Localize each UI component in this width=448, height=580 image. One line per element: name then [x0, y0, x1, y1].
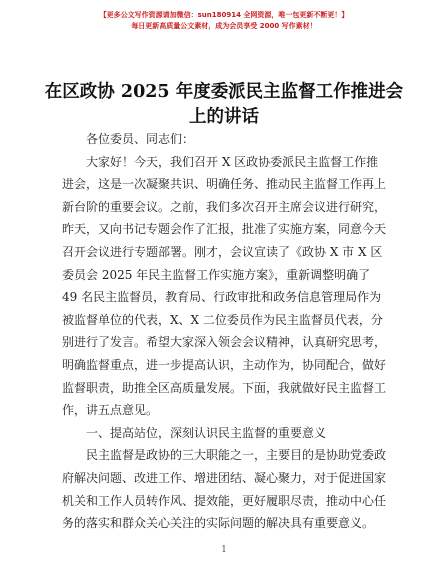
paragraph-section-1: 民主监督是政协的三大职能之一，主要目的是协助党委政府解决问题、改进工作、增进团结、凝心聚力，对于促进国家机关和工作人员转作风、提效能，更好履职尽责，推动中心任务的落实和群众关心关注的实际问题的解决具有重要意义。 — [62, 448, 387, 531]
paragraph-intro: 大家好！今天，我们召开 X 区政协委派民主监督工作推进会，这是一次凝聚共识、明确任务、推动民主监督工作再上新台阶的重要会议。之前，我们多次召开主席会议进行研究，昨天，又向书记专题会作了汇报，批准了实施方案，同意今天召开会议进行专题部署。刚才，会议宣读了《政协 X 市 X 区委员会 2025 年民主监督工作实施方案》，重新调整明确了 49 名民主监督员，教育局、行政审批和政务信息管理局作为被监督单位的代表，X、X 二位委员作为民主监督员代表，分别进行了发言。希望大家深入领会会议精神，认真研究思考，明确监督重点，进一步提高认识，主动作为，协同配合，做好监督职责，助推全区高质量发展。下面，我就做好民主监督工作，讲五点意见。 — [62, 154, 387, 418]
page-number: 1 — [221, 545, 227, 555]
document-body — [62, 128, 388, 535]
promo-banner — [0, 10, 448, 32]
document-title: 在区政协 2025 年度委派民主监督工作推进会上的讲话 — [44, 82, 404, 127]
section-heading-1: 一、提高站位，深刻认识民主监督的重要意义 — [86, 425, 327, 440]
promo-banner-line-2: 每日更新高质量公文素材，成为会员享受 2000 写作素材！ — [131, 22, 317, 30]
promo-banner-line-1: 【更多公文写作资源请加微信：sun180914 全网资源，唯一包更新不断更！】 — [99, 11, 349, 19]
salutation: 各位委员、同志们： — [86, 132, 195, 146]
